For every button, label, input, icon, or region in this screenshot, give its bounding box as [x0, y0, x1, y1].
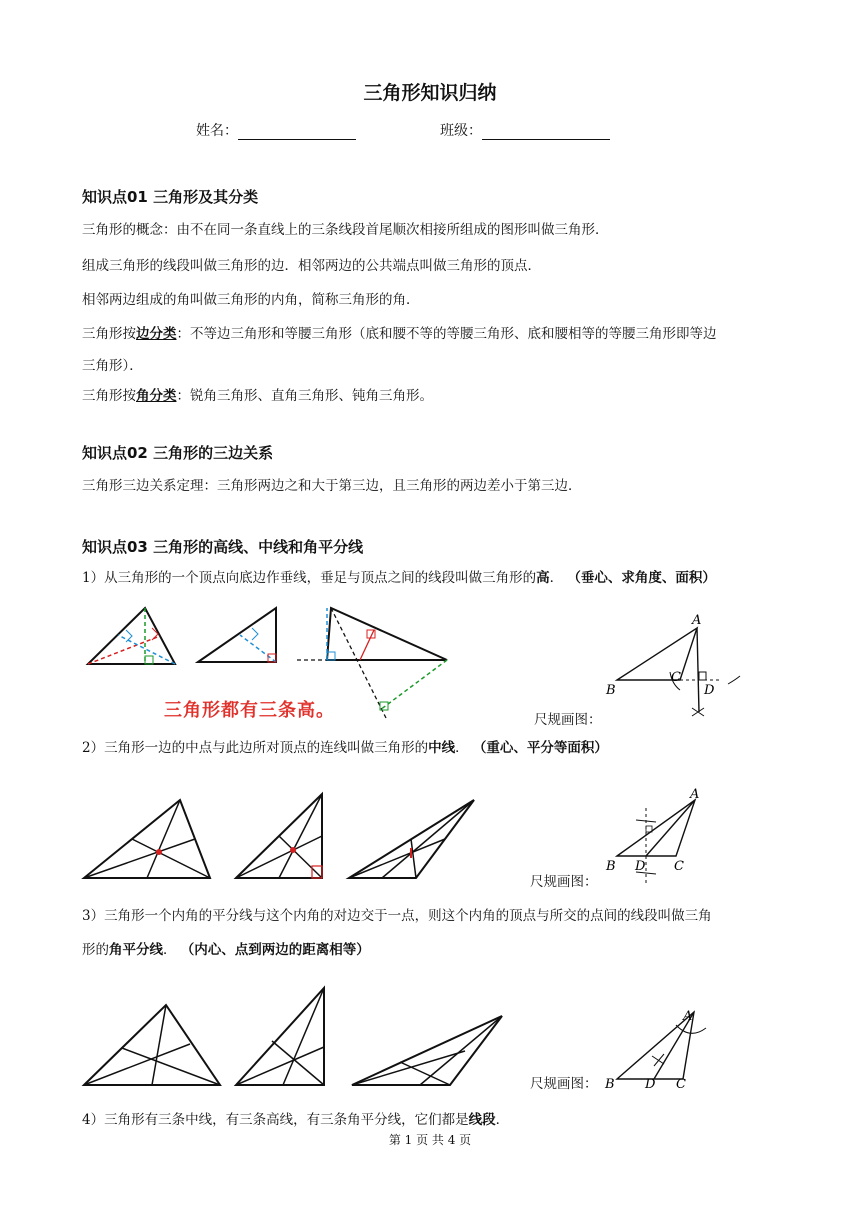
summary-line	[82, 1110, 802, 1130]
section-2-line-1: 三角形三边关系定理：三角形两边之和大于第三边，且三角形的两边差小于第三边．	[82, 478, 582, 494]
side-text: ：不等边三角形和等腰三角形（底和腰不等的等腰三角形、底和腰相等的等腰三角形即等边	[176, 326, 717, 342]
class-field: 班级：	[440, 120, 610, 140]
bisector-triangle-1	[84, 1005, 220, 1085]
ruler-label-2: 尺规画图：	[530, 874, 598, 890]
bis-label-b: B	[605, 1077, 615, 1092]
summary-key: 线段	[468, 1112, 496, 1128]
altitude-key: 高	[536, 570, 550, 586]
altitude-caption: 三角形都有三条高。	[164, 700, 335, 721]
bis-label-c: C	[676, 1077, 686, 1092]
section-1-line-2: 组成三角形的线段叫做三角形的边．相邻两边的公共端点叫做三角形的顶点．	[82, 258, 541, 274]
alt-label-b: B	[606, 683, 616, 698]
med-label-a: A	[690, 787, 700, 802]
bisector-definition-line-1: 3）三角形一个内角的平分线与这个内角的对边交于一点，则这个内角的顶点与所交的点间的线段叫做三角	[82, 908, 712, 924]
page-title: 三角形知识归纳	[363, 82, 497, 104]
angle-key: 角分类	[136, 388, 177, 404]
side-key: 边分类	[136, 326, 177, 342]
alt-label-c: C	[671, 670, 681, 685]
med-label-b: B	[606, 859, 616, 874]
angle-prefix: 三角形按	[82, 388, 136, 404]
page-footer: 第 1 页 共 4 页	[388, 1133, 472, 1147]
bisector-def-text: 形的	[82, 942, 109, 958]
median-key: 中线	[428, 740, 456, 756]
side-classification-cont: 三角形）．	[82, 358, 143, 374]
summary-end: ．	[495, 1112, 510, 1128]
med-label-c: C	[674, 859, 684, 874]
section-2-heading: 知识点02 三角形的三边关系	[82, 444, 274, 462]
section-1-line-1: 三角形的概念：由不在同一条直线上的三条线段首尾顺次相接所组成的图形叫做三角形．	[82, 222, 609, 238]
name-label: 姓名	[196, 123, 224, 139]
bisector-triangle-3	[352, 1016, 502, 1085]
median-def-end: ．	[455, 740, 469, 756]
bis-label-a: A	[683, 1009, 693, 1024]
class-label: 班级	[440, 123, 468, 139]
bis-label-d: D	[645, 1077, 656, 1092]
side-prefix: 三角形按	[82, 326, 136, 342]
ruler-label-3: 尺规画图：	[530, 1076, 598, 1092]
altitude-def-text: 1）从三角形的一个顶点向底边作垂线，垂足与顶点之间的线段叫做三角形的	[82, 570, 537, 586]
angle-text: ：锐角三角形、直角三角形、钝角三角形。	[176, 388, 433, 404]
summary-text: 4）三角形有三条中线，有三条高线，有三条角平分线，它们都是	[82, 1112, 469, 1128]
med-label-d: D	[635, 859, 646, 874]
median-note: （重心、平分等面积）	[472, 740, 608, 756]
section-1-line-3: 相邻两边组成的角叫做三角形的内角，简称三角形的角．	[82, 292, 420, 308]
altitude-note: （垂心、求角度、面积）	[567, 570, 716, 586]
bisector-note: （内心、点到两边的距离相等）	[180, 942, 370, 958]
bisector-triangle-2	[236, 988, 324, 1085]
alt-label-d: D	[704, 683, 715, 698]
median-def-text: 2）三角形一边的中点与此边所对顶点的连线叫做三角形的	[82, 740, 429, 756]
section-1-heading: 知识点01 三角形及其分类	[82, 188, 259, 206]
bisector-key: 角平分线	[109, 942, 163, 958]
ruler-label-1: 尺规画图：	[534, 712, 602, 728]
name-field: 姓名：	[196, 120, 356, 140]
altitude-def-end: ．	[549, 570, 564, 586]
section-3-heading: 知识点03 三角形的高线、中线和角平分线	[82, 538, 364, 556]
bisector-def-end: ．	[163, 942, 177, 958]
alt-label-a: A	[692, 613, 702, 628]
